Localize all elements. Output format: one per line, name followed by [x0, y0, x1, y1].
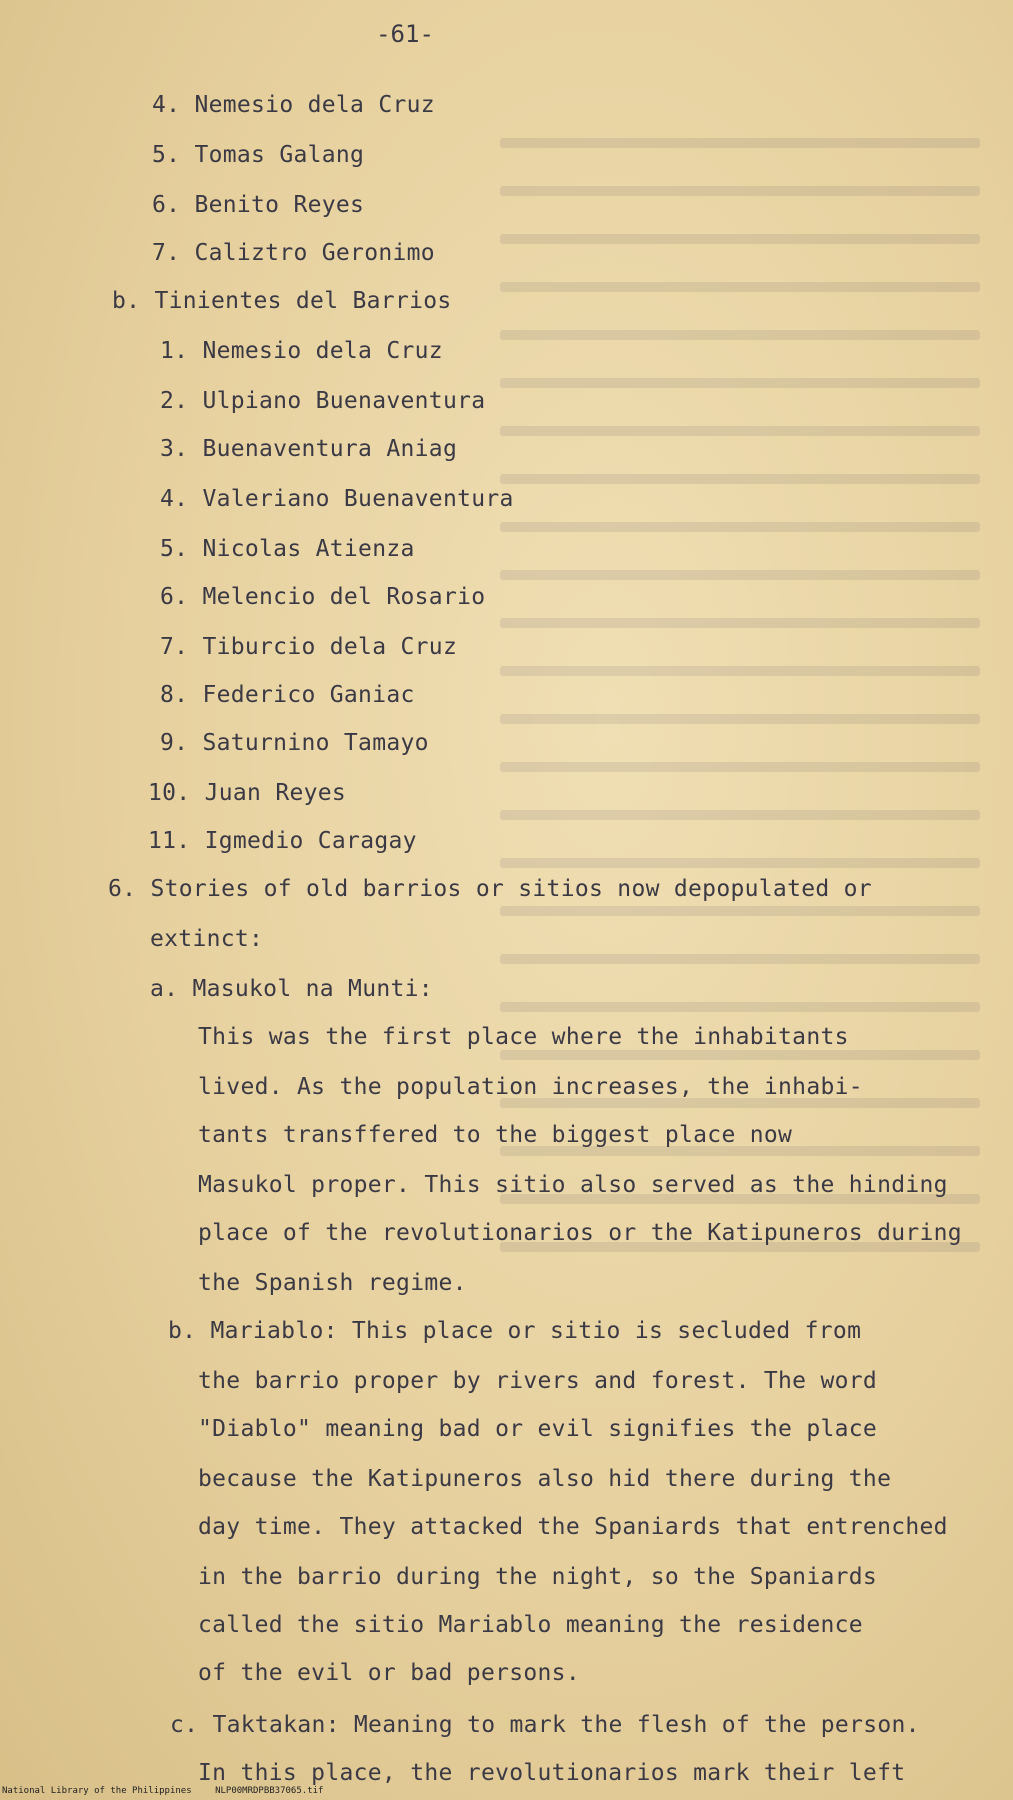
text-line: 2. Ulpiano Buenaventura — [160, 388, 486, 414]
scan-footer — [2, 1786, 323, 1796]
footer-file: NLP00MRDPBB37065.tif — [215, 1786, 324, 1796]
text-line: 11. Igmedio Caragay — [148, 828, 417, 854]
text-line: This was the first place where the inhabitants — [198, 1024, 849, 1050]
text-line: the barrio proper by rivers and forest. The word — [198, 1368, 878, 1394]
text-line: 3. Buenaventura Aniag — [160, 436, 458, 462]
text-line: b. Mariablo: This place or sitio is secluded from — [168, 1318, 862, 1344]
text-line: a. Masukol na Munti: — [150, 976, 433, 1002]
text-line: c. Taktakan: Meaning to mark the flesh of the person. — [170, 1712, 920, 1738]
text-line: place of the revolutionarios or the Katipuneros during — [198, 1220, 962, 1246]
text-line: because the Katipuneros also hid there during the — [198, 1466, 892, 1492]
text-line: extinct: — [150, 926, 264, 952]
text-line: 10. Juan Reyes — [148, 780, 347, 806]
text-line: 4. Nemesio dela Cruz — [152, 92, 435, 118]
text-line: of the evil or bad persons. — [198, 1660, 580, 1686]
text-line: the Spanish regime. — [198, 1270, 467, 1296]
text-line: 7. Caliztro Geronimo — [152, 240, 435, 266]
text-line: lived. As the population increases, the inhabi- — [198, 1074, 863, 1100]
text-line: day time. They attacked the Spaniards that entrenched — [198, 1514, 948, 1540]
text-line: "Diablo" meaning bad or evil signifies the place — [198, 1416, 878, 1442]
text-line: 9. Saturnino Tamayo — [160, 730, 429, 756]
text-line: 5. Tomas Galang — [152, 142, 365, 168]
text-line: in the barrio during the night, so the Spaniards — [198, 1564, 878, 1590]
text-line: 8. Federico Ganiac — [160, 682, 415, 708]
text-line: 6. Stories of old barrios or sitios now depopulated or — [108, 876, 872, 902]
text-line: 7. Tiburcio dela Cruz — [160, 634, 458, 660]
text-line: Masukol proper. This sitio also served as the hinding — [198, 1172, 948, 1198]
page-number: -61- — [376, 20, 434, 48]
text-line: tants transffered to the biggest place now — [198, 1122, 793, 1148]
text-line: 1. Nemesio dela Cruz — [160, 338, 443, 364]
text-line: 6. Benito Reyes — [152, 192, 365, 218]
text-line: 4. Valeriano Buenaventura — [160, 486, 514, 512]
footer-library: National Library of the Philippines — [2, 1786, 192, 1796]
text-line: In this place, the revolutionarios mark their left — [198, 1760, 906, 1786]
text-line: 6. Melencio del Rosario — [160, 584, 486, 610]
text-line: called the sitio Mariablo meaning the residence — [198, 1612, 863, 1638]
text-line: 5. Nicolas Atienza — [160, 536, 415, 562]
text-line: b. Tinientes del Barrios — [112, 288, 452, 314]
